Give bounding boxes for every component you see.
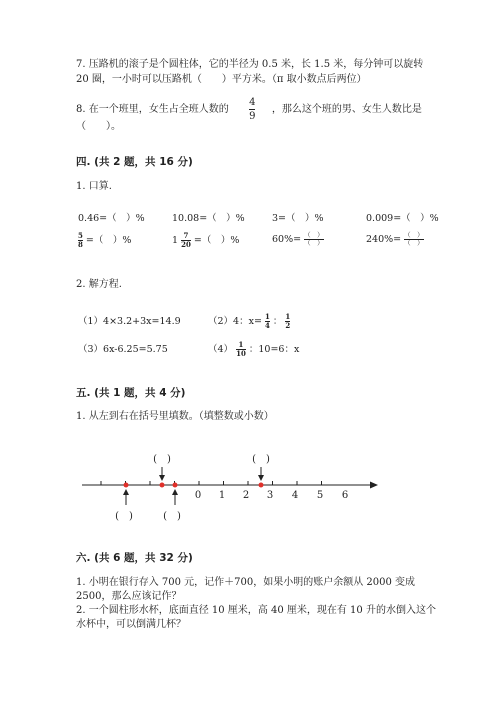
answer-blank-d[interactable]: ( ) [252, 454, 270, 465]
oral7-head: 60%= [272, 234, 302, 245]
oral7-den: （ ） [304, 239, 324, 247]
number-line-arrowhead [370, 482, 378, 489]
q8-blank[interactable]: （ ）。 [76, 121, 121, 132]
equation-2[interactable] [208, 313, 290, 330]
sec4-q2-label: 2. 解方程. [76, 279, 122, 290]
eq2-fraction-2 [285, 313, 290, 330]
equation-1[interactable]: （1）4×3.2+3x=14.9 [78, 316, 181, 327]
answer-blank-a[interactable]: ( ) [115, 511, 133, 522]
oral8-head: 240%= [366, 234, 402, 245]
eq4-den: 10 [236, 349, 246, 358]
oral-calc-item-7[interactable] [272, 232, 324, 247]
oral6-tail: =（ ）% [193, 235, 240, 246]
eq2-colon: ： [272, 316, 283, 327]
eq2-fraction-1 [265, 313, 270, 330]
q7-line1: 7. 压路机的滚子是个圆柱体，它的半径为 0.5 米，长 1.5 米，每分钟可以旋转 [76, 59, 424, 70]
answer-blank-c[interactable]: ( ) [163, 511, 181, 522]
section-4-title: 四. (共 2 题，共 16 分) [76, 156, 193, 168]
oral8-den: （ ） [404, 239, 424, 247]
section-6-title: 六. (共 6 题，共 32 分) [76, 552, 193, 564]
sec6-q1-line1: 1. 小明在银行存入 700 元，记作＋700，如果小明的账户余额从 2000 变成 [76, 577, 416, 588]
equation-4[interactable] [208, 341, 299, 358]
q8-fraction-num: 4 [249, 97, 256, 108]
arrow-up-a-head [123, 489, 129, 495]
answer-blank-b[interactable]: ( ) [153, 454, 171, 465]
tick-label-4: 4 [291, 490, 299, 501]
eq4-num: 1 [238, 340, 244, 349]
q8-line1 [76, 96, 422, 123]
number-line [0, 445, 500, 530]
section-5-title: 五. (共 1 题，共 4 分) [76, 387, 186, 399]
eq4-tail: ：10=6：x [248, 344, 300, 355]
oral7-fraction [304, 232, 324, 247]
q7-line2: 20 圈，一小时可以压路机（ ）平方米。（π 取小数点后两位） [76, 74, 367, 85]
oral8-fraction [404, 232, 424, 247]
oral5-den: 8 [78, 240, 83, 249]
sec6-q2-line2: 水杯中，可以倒满几杯？ [76, 619, 186, 630]
q8-fraction-den: 9 [249, 111, 256, 122]
oral-calc-item-3[interactable]: 3=（ ）% [272, 213, 324, 224]
arrow-up-c-head [172, 489, 178, 495]
tick-label-6: 6 [341, 490, 349, 501]
eq2-head: （2）4：x= [208, 316, 262, 327]
number-line-ticks [101, 481, 322, 485]
tick-label-0: 0 [194, 490, 202, 501]
sec5-q1-label: 1. 从左到右在括号里填数。（填整数或小数） [76, 411, 274, 422]
sec4-q1-label: 1. 口算. [76, 181, 112, 192]
arrow-down-d-head [258, 475, 264, 481]
point-c [173, 483, 178, 488]
point-a [124, 483, 129, 488]
equation-3[interactable]: （3）6x-6.25=5.75 [78, 344, 168, 355]
tick-label-5: 5 [316, 490, 324, 501]
oral6-fraction [181, 232, 191, 249]
sec6-q2-line1: 2. 一个圆柱形水杯，底面直径 10 厘米，高 40 厘米，现在有 10 升的水倒入这个 [76, 605, 436, 616]
oral-calc-item-8[interactable] [366, 232, 424, 247]
oral-calc-item-2[interactable]: 10.08=（ ）% [172, 213, 245, 224]
q8-suffix: ，那么这个班的男、女生人数比是 [271, 104, 422, 115]
tick-label-2: 2 [242, 490, 250, 501]
eq2-f2-num: 1 [285, 312, 291, 321]
oral8-num: （ ） [404, 231, 424, 239]
oral7-num: （ ） [304, 231, 324, 239]
oral6-den: 20 [181, 240, 191, 249]
arrow-down-b-head [159, 475, 165, 481]
eq2-f1-den: 4 [264, 321, 270, 330]
oral-calc-item-4[interactable]: 0.009=（ ）% [366, 213, 439, 224]
point-d [259, 483, 264, 488]
oral-calc-item-1[interactable]: 0.46=（ ）% [78, 213, 145, 224]
oral-calc-item-6[interactable] [172, 232, 239, 249]
tick-label-3: 3 [266, 490, 274, 501]
oral-calc-item-5[interactable] [78, 232, 131, 249]
oral5-tail: =（ ）% [85, 235, 132, 246]
oral6-whole: 1 [172, 235, 179, 246]
point-b [160, 483, 165, 488]
tick-label-1: 1 [218, 490, 226, 501]
q8-fraction [249, 96, 255, 123]
oral5-fraction [78, 232, 83, 249]
sec6-q1-line2: 2500，那么应该记作？ [76, 591, 182, 602]
eq4-head: （4） [208, 344, 234, 355]
oral5-num: 5 [78, 231, 83, 240]
eq4-fraction [236, 341, 246, 358]
q8-prefix: 8. 在一个班里，女生占全班人数的 [76, 104, 229, 115]
eq2-f2-den: 2 [285, 321, 291, 330]
oral6-num: 7 [183, 231, 189, 240]
eq2-f1-num: 1 [264, 312, 270, 321]
